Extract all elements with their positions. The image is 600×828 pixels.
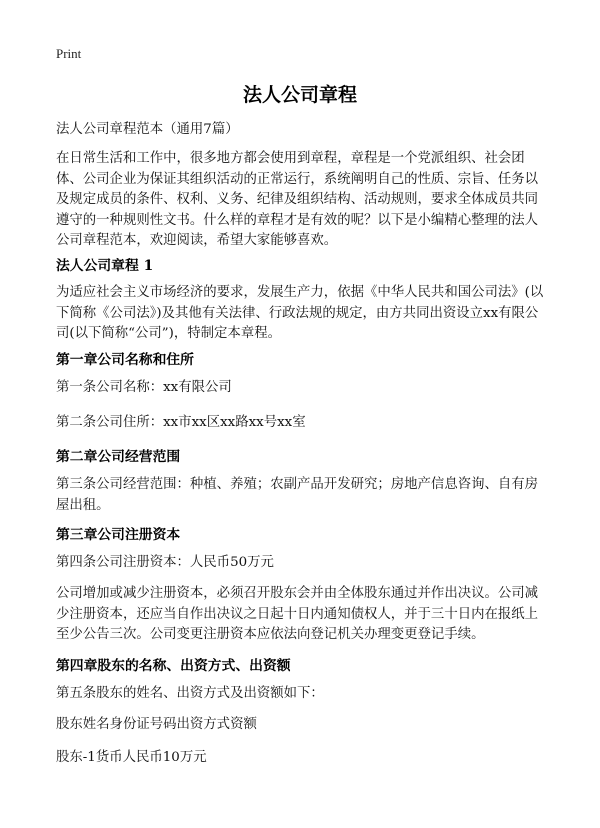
chapter-1-heading: 第一章公司名称和住所 — [56, 352, 194, 368]
capital-paragraph: 公司增加或减少注册资本，必须召开股东会并由全体股东通过并作出决议。公司减少注册资本，还应当自作出决议之日起十日内通知债权人，并于三十日内在报纸上至少公告三次。公司变更注册资本应依法向登记机关办理变更登记手续。 — [56, 586, 539, 642]
document-subtitle: 法人公司章程范本（通用7篇） — [56, 122, 239, 137]
document-title: 法人公司章程 — [242, 84, 357, 106]
shareholder-row: 股东-1货币人民币10万元 — [56, 750, 207, 765]
chapter-3-heading: 第三章公司注册资本 — [56, 527, 181, 543]
article-3: 第三条公司经营范围：种植、养殖；农副产品开发研究；房地产信息咨询、自有房屋出租。 — [56, 477, 539, 513]
chapter-2-heading: 第二章公司经营范围 — [56, 449, 181, 465]
section-1-paragraph: 为适应社会主义市场经济的要求，发展生产力，依据《中华人民共和国公司法》(以下简称《公司法》)及其他有关法律、行政法规的规定，由方共同出资设立xx有限公司(以下简称“公司”)，特制定本章程。 — [56, 285, 544, 341]
article-4: 第四条公司注册资本：人民币50万元 — [56, 555, 274, 570]
article-5: 第五条股东的姓名、出资方式及出资额如下： — [56, 686, 324, 701]
article-1: 第一条公司名称：xx有限公司 — [56, 380, 232, 395]
shareholder-table-header: 股东姓名身份证号码出资方式资额 — [56, 717, 257, 732]
intro-paragraph: 在日常生活和工作中，很多地方都会使用到章程，章程是一个党派组织、社会团体、公司企业为保证其组织活动的正常运行，系统阐明自己的性质、宗旨、任务以及规定成员的条件、权利、义务、纪律及组织结构、活动规则，要求全体成员共同遵守的一种规则性文书。什么样的章程才是有效的呢？以下是小编精心整理的法人公司章程范本，欢迎阅读，希望大家能够喜欢。 — [56, 151, 539, 248]
article-2: 第二条公司住所：xx市xx区xx路xx号xx室 — [56, 415, 306, 430]
section-1-heading: 法人公司章程 1 — [56, 258, 154, 274]
print-link[interactable]: Print — [56, 46, 82, 61]
chapter-4-heading: 第四章股东的名称、出资方式、出资额 — [56, 658, 291, 674]
